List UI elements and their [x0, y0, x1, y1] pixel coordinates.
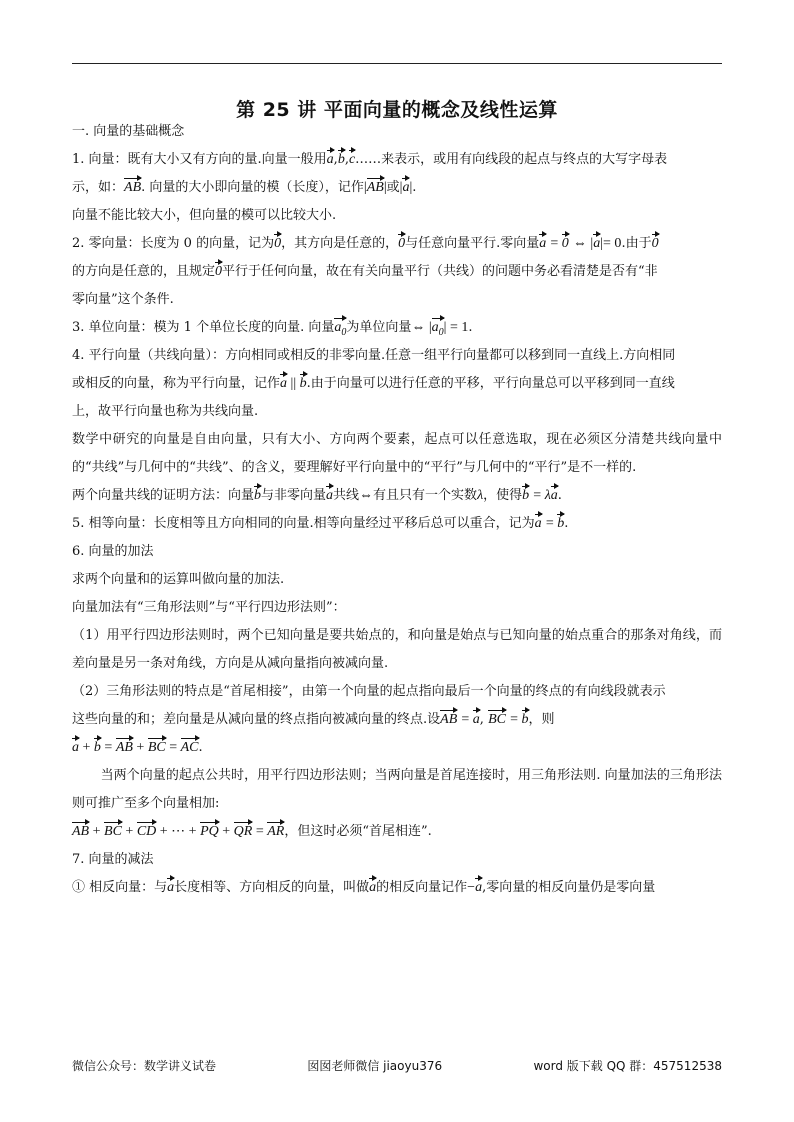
header-rule: [72, 63, 722, 64]
footer-teacher-wechat: 囡囡老师微信 jiaoyu376: [307, 1059, 443, 1073]
footer-wechat-account: 微信公众号：数学讲义试卷: [72, 1059, 217, 1073]
paragraph-vector-definition: 1. 向量：既有大小又有方向的量.向量一般用a,b,c……来表示，或用有向线段的起点与终点的大写字母表 示，如：AB. 向量的大小即向量的模（长度），记作|AB|或|a|. 向量不能比较大小，但向量的模可以比较大小.: [72, 146, 722, 230]
paragraph-unit-vector: 3. 单位向量：模为 1 个单位长度的向量. 向量$a_0$为单位向量⇔ $|a_0| = 1$.: [72, 314, 722, 342]
paragraph-multi-addition: AB + BC + CD + ⋯ + PQ + QR = AR，但这时必须“首尾相连”.: [72, 818, 722, 846]
paragraph-free-vector: 数学中研究的向量是自由向量，只有大小、方向两个要素，起点可以任意选取，现在必须区分清楚共线向量中的“共线”与几何中的“共线”、的含义，要理解好平行向量中的“平行”与几何中的“平行”是不一样的.: [72, 432, 722, 475]
paragraph-parallel-vector: 4. 平行向量（共线向量）：方向相同或相反的非零向量.任意一组平行向量都可以移到同一直线上.方向相同 或相反的向量，称为平行向量，记作a || b.由于向量可以进行任意的平移，平行向量总可以平移到同一直线 上，故平行向量也称为共线向量.: [72, 348, 676, 419]
page-title: 第 25 讲 平面向量的概念及线性运算: [236, 99, 558, 121]
paragraph-addition-rules: 向量加法有“三角形法则”与“平行四边形法则”：: [72, 600, 346, 615]
paragraph-rule-choice: 当两个向量的起点公共时，用平行四边形法则；当两向量是首尾连接时，用三角形法则. 向量加法的三角形法则可推广至多个向量相加:: [72, 768, 722, 811]
paragraph-opposite-vector: ① 相反向量：与a长度相等、方向相反的向量，叫做a的相反向量记作−a,零向量的相反向量仍是零向量: [72, 874, 722, 902]
heading-vector-addition: 6. 向量的加法: [72, 544, 154, 559]
heading-vector-subtraction: 7. 向量的减法: [72, 852, 154, 867]
paragraph-addition-def: 求两个向量和的运算叫做向量的加法.: [72, 572, 285, 587]
paragraph-parallelogram-rule: （1）用平行四边形法则时，两个已知向量是要共始点的，和向量是始点与已知向量的始点重合的那条对角线，而差向量是另一条对角线，方向是从减向量指向被减向量.: [72, 628, 722, 671]
paragraph-zero-vector: 2. 零向量：长度为 0 的向量，记为0，其方向是任意的，0与任意向量平行.零向量a = 0 ⇔ |a|= 0.由于0 的方向是任意的，且规定0平行于任何向量，故在有关向量平行（共线）的问题中务必看清楚是否有“非 零向量”这个条件.: [72, 230, 722, 314]
paragraph-equal-vector: 5. 相等向量：长度相等且方向相同的向量.相等向量经过平移后总可以重合，记为a = b.: [72, 510, 722, 538]
section-heading: 一. 向量的基础概念: [72, 124, 185, 139]
paragraph-triangle-rule: （2）三角形法则的特点是“首尾相接”，由第一个向量的起点指向最后一个向量的终点的有向线段就表示 这些向量的和；差向量是从减向量的终点指向被减向量的终点.设AB = a, BC = b，则 a + b = AB + BC = AC.: [72, 684, 666, 755]
paragraph-collinear-proof: 两个向量共线的证明方法：向量b与非零向量a共线⇔有且只有一个实数λ，使得b = λa.: [72, 482, 722, 510]
page-footer: [72, 1057, 722, 1074]
footer-qq-group: word 版下载 QQ 群：457512538: [533, 1059, 722, 1073]
document-body: [72, 118, 722, 902]
